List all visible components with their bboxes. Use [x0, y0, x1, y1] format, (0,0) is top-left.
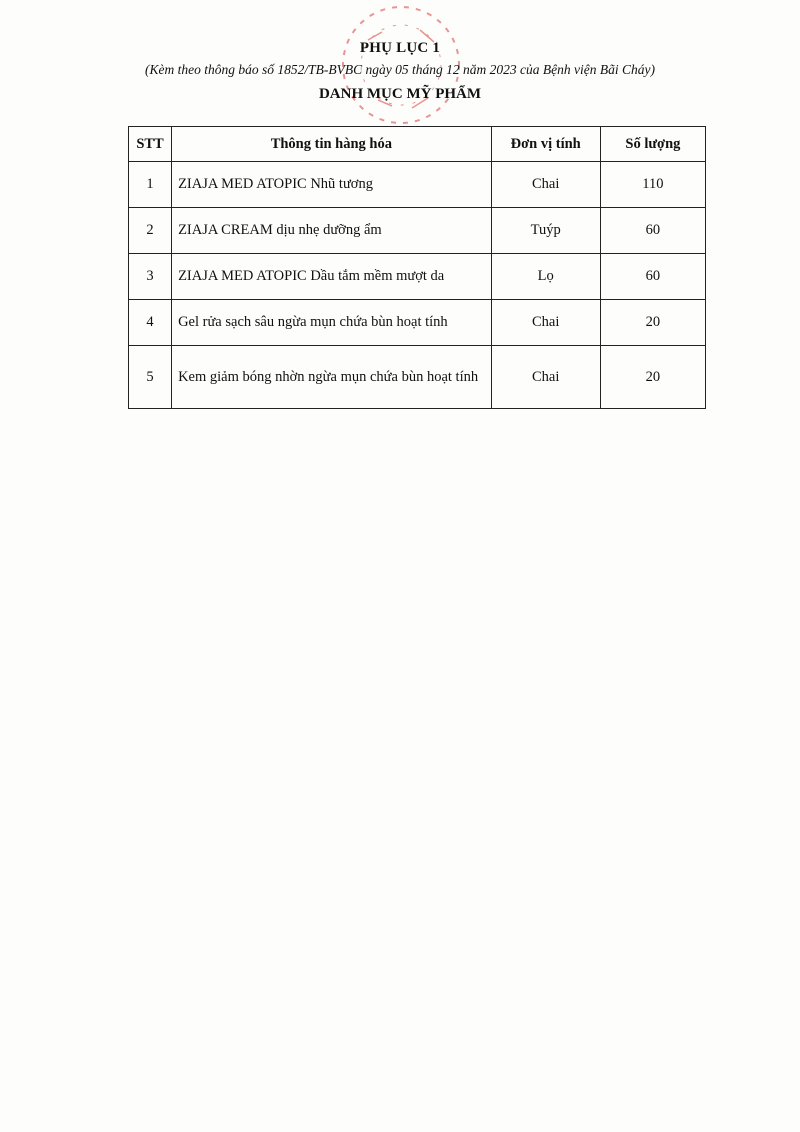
row-goods-name: Gel rửa sạch sâu ngừa mụn chứa bùn hoạt tính	[172, 300, 492, 346]
row-goods-name: ZIAJA CREAM dịu nhẹ dưỡng ẩm	[172, 208, 492, 254]
row-quantity: 60	[600, 254, 705, 300]
row-stt: 1	[129, 162, 172, 208]
row-unit: Chai	[491, 346, 600, 409]
table-header-row	[129, 127, 706, 162]
table-row	[129, 300, 706, 346]
table-row	[129, 254, 706, 300]
header-stt: STT	[129, 127, 172, 162]
row-goods-name: ZIAJA MED ATOPIC Nhũ tương	[172, 162, 492, 208]
row-quantity: 60	[600, 208, 705, 254]
row-quantity: 20	[600, 300, 705, 346]
row-unit: Chai	[491, 300, 600, 346]
row-quantity: 20	[600, 346, 705, 409]
row-stt: 2	[129, 208, 172, 254]
header-quantity: Số lượng	[600, 127, 705, 162]
row-goods-name: ZIAJA MED ATOPIC Dầu tắm mềm mượt da	[172, 254, 492, 300]
row-goods-name: Kem giảm bóng nhờn ngừa mụn chứa bùn hoạt tính	[172, 346, 492, 409]
row-stt: 5	[129, 346, 172, 409]
row-unit: Lọ	[491, 254, 600, 300]
row-stt: 3	[129, 254, 172, 300]
row-unit: Chai	[491, 162, 600, 208]
header-goods-info: Thông tin hàng hóa	[172, 127, 492, 162]
table-row	[129, 208, 706, 254]
table-row	[129, 162, 706, 208]
row-unit: Tuýp	[491, 208, 600, 254]
goods-table	[128, 126, 706, 409]
row-quantity: 110	[600, 162, 705, 208]
table-row	[129, 346, 706, 409]
header-unit: Đơn vị tính	[491, 127, 600, 162]
page-title: PHỤ LỤC 1	[359, 40, 441, 56]
row-stt: 4	[129, 300, 172, 346]
document-subtitle: (Kèm theo thông báo số 1852/TB-BVBC ngày 05 tháng 12 năm 2023 của Bệnh viện Bãi Cháy)	[145, 62, 655, 77]
list-heading: DANH MỤC MỸ PHẨM	[318, 86, 482, 102]
